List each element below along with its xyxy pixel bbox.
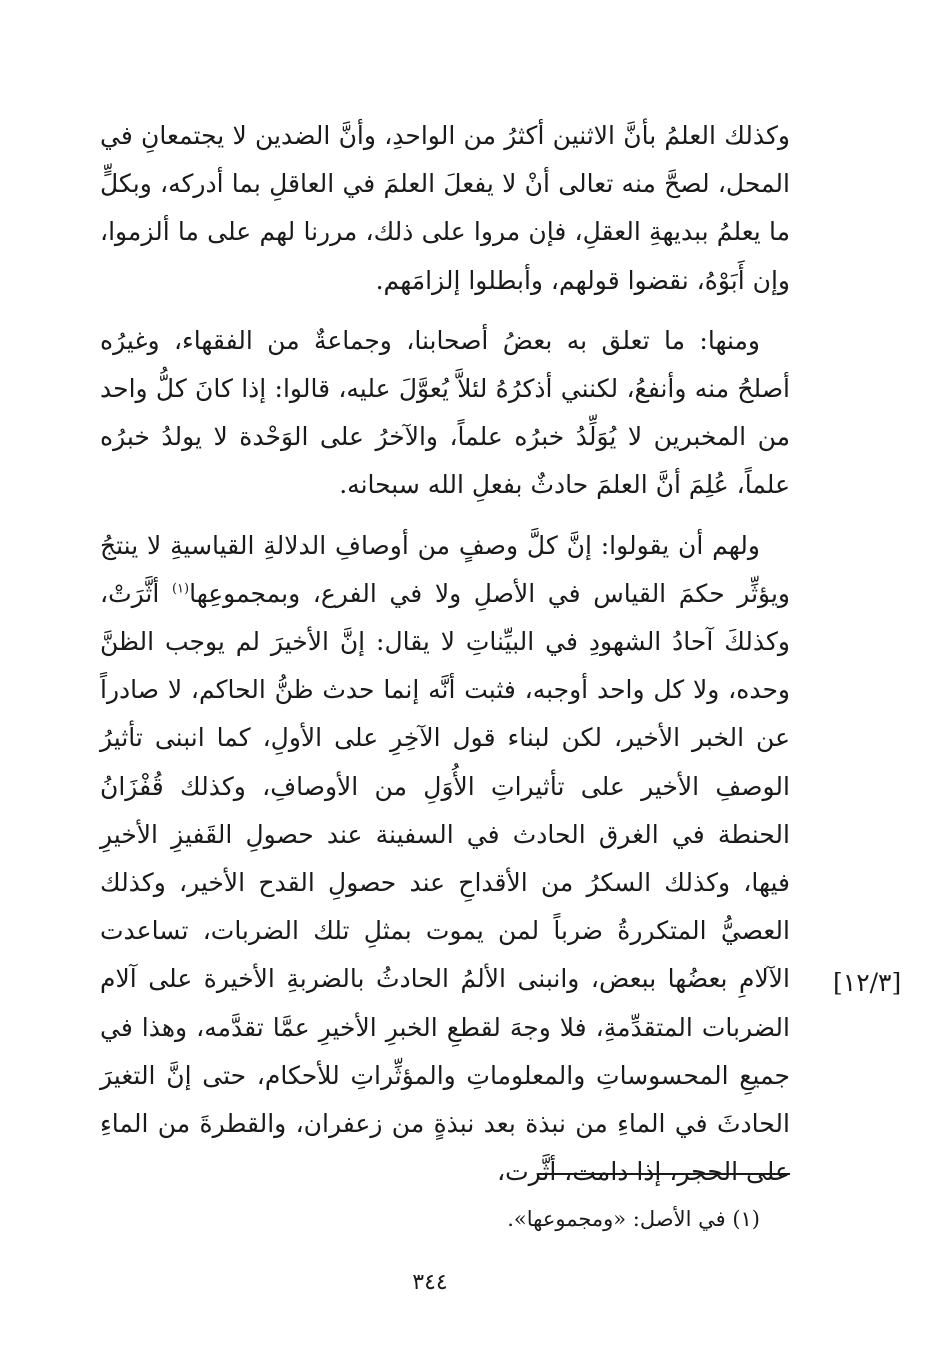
paragraph-3-text-before: ولهم أن يقولوا: إنَّ كلَّ وصفٍ من أوصافِ الدلالةِ القياسيةِ لا ينتجُ ويؤثِّر حكمَ القياس في الأصلِ ولا في الفرع، وبمجموعِها bbox=[100, 530, 791, 608]
paragraph-1-text: وكذلك العلمُ بأنَّ الاثنين أكثرُ من الواحدِ، وأنَّ الضدين لا يجتمعانِ في المحل، لصحَّ منه تعالى أنْ لا يفعلَ العلمَ في العاقلِ بما أدركه، وبكلٍّ ما يعلمُ ببديهةِ العقلِ، فإن مروا على ذلك، مررنا لهم على ما ألزموا، وإن أَبَوْهُ، نقضوا قولهم، وأبطلوا إلزامَهم. bbox=[100, 121, 790, 295]
margin-reference: [١٢/٣] bbox=[833, 968, 902, 997]
footnote-divider bbox=[538, 1173, 790, 1175]
page-number: ٣٤٤ bbox=[412, 1270, 448, 1295]
paragraph-3 bbox=[100, 522, 790, 1197]
footnote-reference: (١) bbox=[171, 581, 190, 597]
footnote: (١) في الأصل: «ومجموعها». bbox=[507, 1207, 760, 1231]
paragraph-2-text: ومنها: ما تعلق به بعضُ أصحابنا، وجماعةٌ من الفقهاء، وغيرُه أصلحُ منه وأنفعُ، لكنني أذكرُهُ لئلاَّ يُعوَّلَ عليه، قالوا: إذا كانَ كلُّ واحد من المخبرين لا يُوَلِّدُ خبرُه علماً، والآخرُ على الوَحْدة لا يولدُ خبرُه علماً، عُلِمَ أنَّ العلمَ حادثٌ بفعلِ الله سبحانه. bbox=[100, 325, 790, 500]
paragraph-3-text-after: أثَّرَتْ، وكذلكَ آحادُ الشهودِ في البيِّناتِ لا يقال: إنَّ الأخيرَ لم يوجب الظنَّ وحده، ولا كل واحد أوجبه، فثبت أنَّه إنما حدث ظنُّ الحاكم، لا صادراً عن الخبر الأخير، لكن لبناء قول الآخِرِ على الأولِ، كما انبنى تأثيرُ الوصفِ الأخير على تأثيراتِ الأُوَلِ من الأوصافِ، وكذلك قُفْزَانُ الحنطة في الغرق الحادث في السفينة عند حصولِ القَفيزِ الأخيرِ فيها، وكذلك السكرُ من الأقداحِ عند حصولِ القدح الأخير، وكذلك العصيُّ المتكررةُ ضرباً لمن يموت بمثلِ تلك الضربات، تساعدت الآلامِ بعضُها ببعض، وانبنى الألمُ الحادثُ بالضربةِ الأخيرة على آلام الضربات المتقدِّمةِ، فلا وجهَ لقطعِ الخبرِ الأخيرِ عمَّا تقدَّمه، وهذا في جميعِ المحسوساتِ والمعلوماتِ والمؤثِّراتِ للأحكام، حتى إنَّ التغيرَ الحادثَ في الماءِ من نبذة بعد نبذةٍ من زعفران، والقطرةَ من الماءِ على الحجر، إذا دامت، أثَّرت، bbox=[100, 578, 790, 1187]
paragraph-1 bbox=[100, 112, 790, 305]
paragraph-2 bbox=[100, 317, 790, 510]
main-text bbox=[100, 112, 790, 1208]
